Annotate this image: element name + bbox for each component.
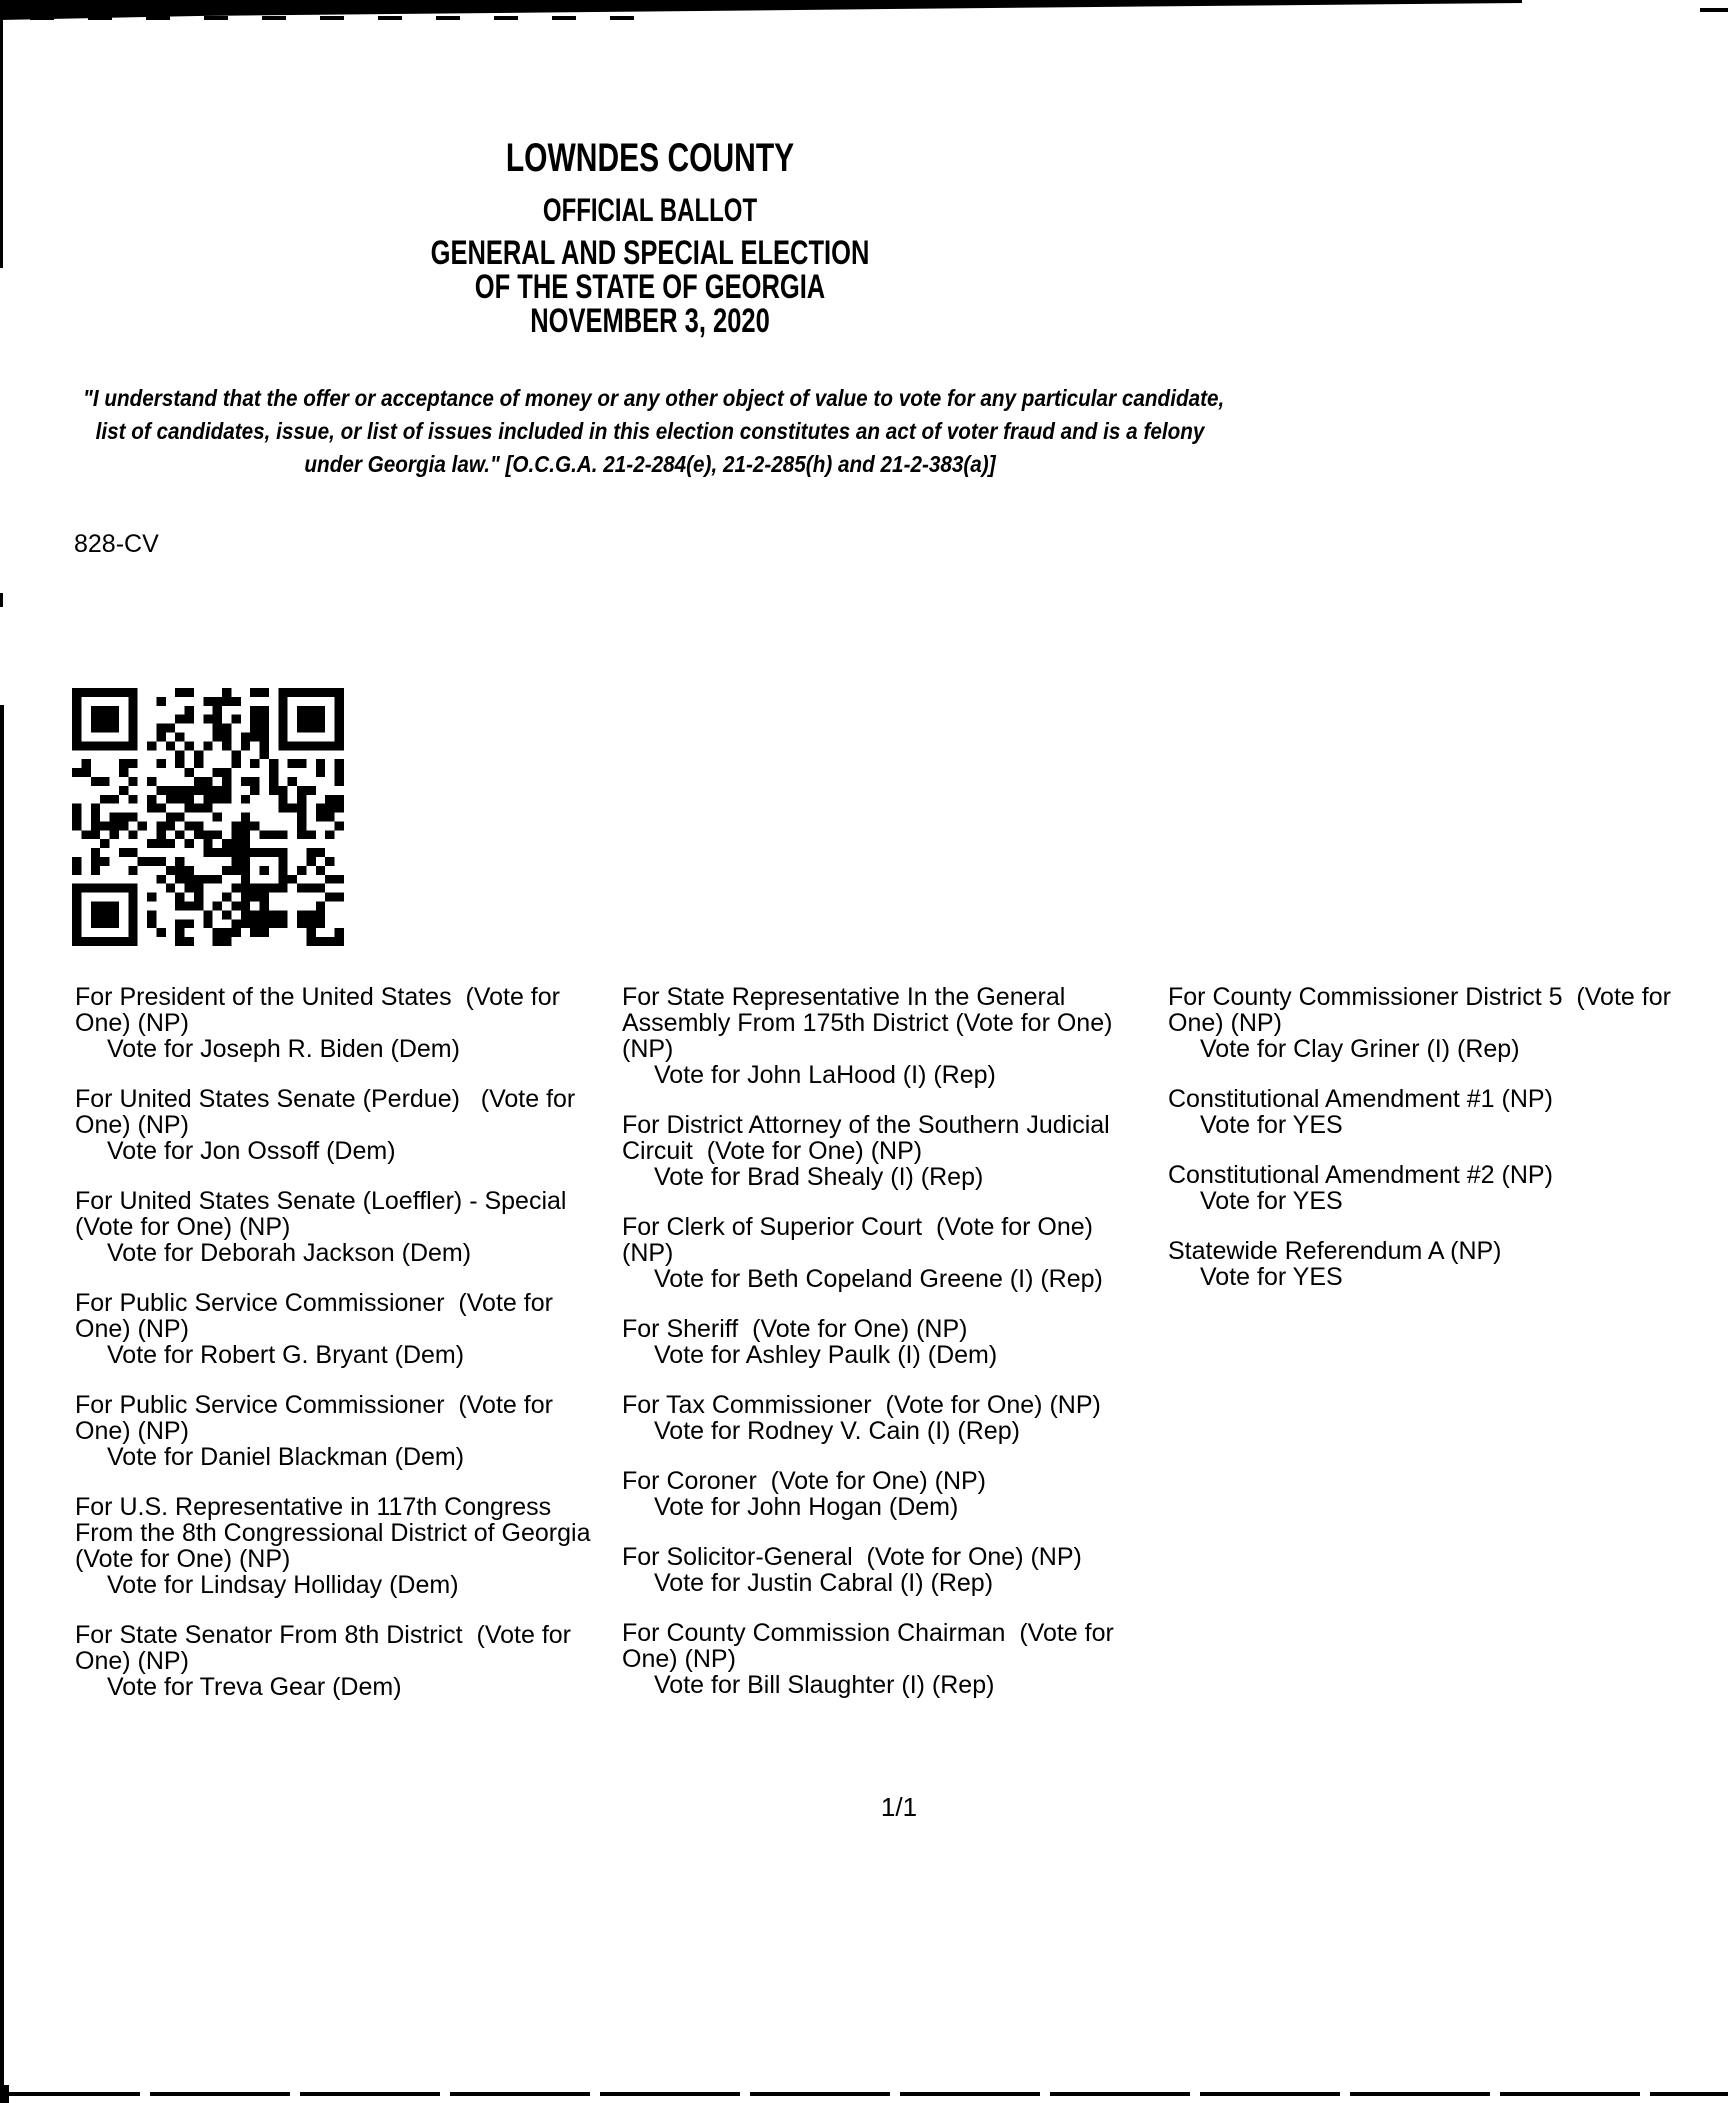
- ballot-style-code: 828-CV: [74, 530, 159, 558]
- vote-selection: Vote for Bill Slaughter (I) (Rep): [654, 1671, 995, 1699]
- page-number: 1/1: [880, 1792, 918, 1822]
- contest-title: For United States Senate (Perdue) (Vote for One) (NP): [75, 1085, 583, 1139]
- vote-selection: Vote for Deborah Jackson (Dem): [107, 1239, 472, 1267]
- contest: [622, 1468, 1138, 1520]
- qr-code-icon: [72, 688, 344, 946]
- voter-fraud-disclaimer: [20, 382, 1280, 482]
- contest-title: For Public Service Commissioner (Vote for One) (NP): [75, 1289, 560, 1343]
- contest-title: For Sheriff (Vote for One) (NP): [622, 1315, 968, 1343]
- contest: [622, 1214, 1138, 1292]
- vote-selection: Vote for YES: [1200, 1187, 1343, 1215]
- contest-title: For United States Senate (Loeffler) - Special (Vote for One) (NP): [75, 1187, 581, 1241]
- vote-selection: Vote for John LaHood (I) (Rep): [654, 1061, 996, 1089]
- disclaimer-line-3: under Georgia law." [O.C.G.A. 21-2-284(e), 21-2-285(h) and 21-2-383(a)]: [304, 451, 996, 477]
- contest-title: Statewide Referendum A (NP): [1168, 1237, 1502, 1265]
- vote-selection: Vote for Treva Gear (Dem): [107, 1673, 402, 1701]
- contest-title: For President of the United States (Vote for One) (NP): [75, 983, 567, 1037]
- contest-title: Constitutional Amendment #1 (NP): [1168, 1085, 1553, 1113]
- scan-artifact-left-line-upper: [0, 0, 3, 268]
- vote-selection: Vote for Beth Copeland Greene (I) (Rep): [654, 1265, 1103, 1293]
- vote-selection: Vote for Lindsay Holliday (Dem): [107, 1571, 459, 1599]
- scan-artifact-left-tick: [0, 593, 3, 607]
- vote-selection: Vote for YES: [1200, 1263, 1343, 1291]
- vote-selection: Vote for Clay Griner (I) (Rep): [1200, 1035, 1520, 1063]
- vote-selection: Vote for Brad Shealy (I) (Rep): [654, 1163, 984, 1191]
- contest-title: For State Representative In the General Assembly From 175th District (Vote for One) (NP): [622, 983, 1120, 1063]
- ballot-title: OFFICIAL BALLOT: [542, 192, 758, 228]
- contest: [75, 1086, 603, 1164]
- election-title-line-1: GENERAL AND SPECIAL ELECTION: [430, 234, 870, 272]
- contest: [1168, 984, 1713, 1062]
- ballot-column-2: [622, 984, 1138, 1722]
- scan-artifact-top-right-tick: [1700, 8, 1728, 12]
- contest-title: For District Attorney of the Southern Judicial Circuit (Vote for One) (NP): [622, 1111, 1117, 1165]
- contest: [75, 1188, 603, 1266]
- contest: [622, 1316, 1138, 1368]
- election-title-line-2: OF THE STATE OF GEORGIA: [474, 268, 826, 306]
- contest-title: For U.S. Representative in 117th Congress From the 8th Congressional District of Georgia (Vote for One) (NP): [75, 1493, 598, 1573]
- contest: [75, 1622, 603, 1700]
- contest: [1168, 1238, 1713, 1290]
- contest: [75, 1392, 603, 1470]
- disclaimer-line-1: "I understand that the offer or acceptance of money or any other object of value to vote for any particular candidate,: [83, 385, 1225, 411]
- contest-title: For Clerk of Superior Court (Vote for One) (NP): [622, 1213, 1100, 1267]
- contest: [1168, 1086, 1713, 1138]
- contest-title: For Public Service Commissioner (Vote for One) (NP): [75, 1391, 560, 1445]
- vote-selection: Vote for Joseph R. Biden (Dem): [107, 1035, 460, 1063]
- vote-selection: Vote for Jon Ossoff (Dem): [107, 1137, 396, 1165]
- county-title: LOWNDES COUNTY: [505, 136, 795, 180]
- contest: [622, 1392, 1138, 1444]
- vote-selection: Vote for Daniel Blackman (Dem): [107, 1443, 465, 1471]
- vote-selection: Vote for Robert G. Bryant (Dem): [107, 1341, 465, 1369]
- contest: [622, 1620, 1138, 1698]
- contest: [622, 1112, 1138, 1190]
- contest: [75, 1290, 603, 1368]
- vote-selection: Vote for Ashley Paulk (I) (Dem): [654, 1341, 998, 1369]
- vote-selection: Vote for Rodney V. Cain (I) (Rep): [654, 1417, 1020, 1445]
- contest: [622, 1544, 1138, 1596]
- contest-title: For State Senator From 8th District (Vote for One) (NP): [75, 1621, 578, 1675]
- contest-title: Constitutional Amendment #2 (NP): [1168, 1161, 1553, 1189]
- scan-artifact-left-line-lower: [0, 705, 4, 2095]
- vote-selection: Vote for John Hogan (Dem): [654, 1493, 959, 1521]
- contest: [75, 1494, 603, 1598]
- contest-title: For Solicitor-General (Vote for One) (NP): [622, 1543, 1082, 1571]
- vote-selection: Vote for Justin Cabral (I) (Rep): [654, 1569, 994, 1597]
- ballot-column-3: [1168, 984, 1713, 1314]
- contest: [622, 984, 1138, 1088]
- contest-title: For County Commission Chairman (Vote for One) (NP): [622, 1619, 1121, 1673]
- vote-selection: Vote for YES: [1200, 1111, 1343, 1139]
- ballot-column-1: [75, 984, 603, 1724]
- contest-title: For County Commissioner District 5 (Vote for One) (NP): [1168, 983, 1678, 1037]
- scan-artifact-bottom-corner: [0, 2085, 9, 2103]
- disclaimer-line-2: list of candidates, issue, or list of issues included in this election constitutes an act of voter fraud and is a felony: [95, 418, 1205, 444]
- scan-artifact-top-dashes: [30, 16, 650, 20]
- contest-title: For Coroner (Vote for One) (NP): [622, 1467, 987, 1495]
- contest: [75, 984, 603, 1062]
- election-title-line-3: NOVEMBER 3, 2020: [530, 302, 770, 340]
- scan-artifact-bottom-edge: [0, 2092, 1728, 2096]
- contest-title: For Tax Commissioner (Vote for One) (NP): [622, 1391, 1101, 1419]
- contest: [1168, 1162, 1713, 1214]
